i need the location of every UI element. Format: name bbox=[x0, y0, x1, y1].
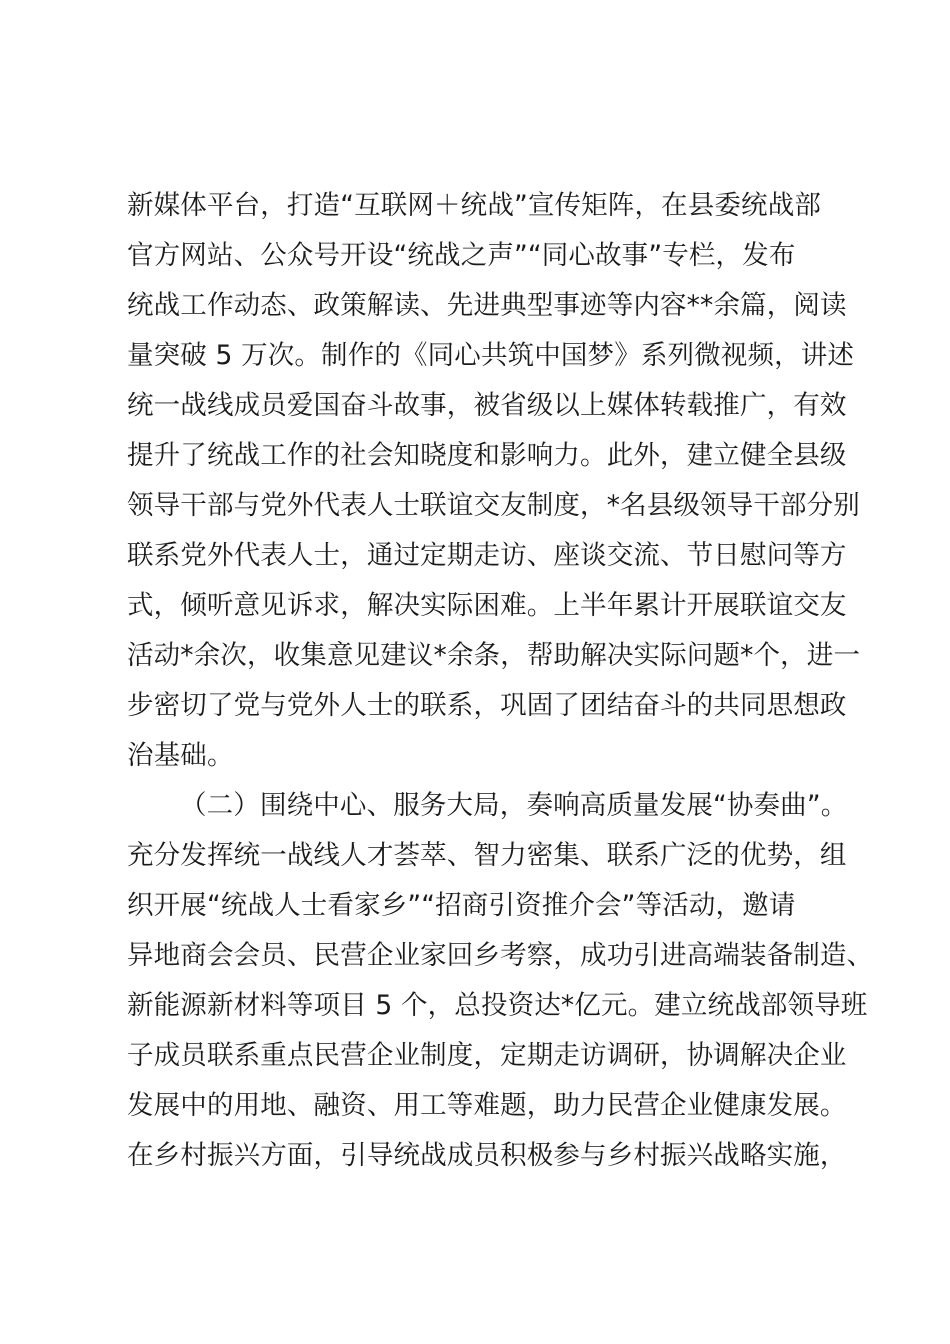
paragraph-line: 活动*余次，收集意见建议*余条，帮助解决实际问题*个，进一 bbox=[127, 640, 861, 671]
paragraph-line: 异地商会会员、民营企业家回乡考察，成功引进高端装备制造、 bbox=[127, 940, 874, 971]
paragraph-line: 治基础。 bbox=[127, 740, 234, 771]
paragraph-line: 官方网站、公众号开设“统战之声”“同心故事”专栏，发布 bbox=[127, 240, 796, 271]
paragraph-line: 新媒体平台，打造“互联网＋统战”宣传矩阵，在县委统战部 bbox=[127, 190, 822, 221]
paragraph-line: 子成员联系重点民营企业制度，定期走访调研，协调解决企业 bbox=[127, 1040, 847, 1071]
paragraph-line: 新能源新材料等项目 5 个，总投资达*亿元。建立统战部领导班 bbox=[127, 990, 868, 1021]
section-heading-line: （二）围绕中心、服务大局，奏响高质量发展“协奏曲”。 bbox=[180, 790, 848, 821]
paragraph-line: 量突破 5 万次。制作的《同心共筑中国梦》系列微视频，讲述 bbox=[127, 340, 855, 371]
paragraph-line: 统战工作动态、政策解读、先进典型事迹等内容**余篇，阅读 bbox=[127, 290, 847, 321]
paragraph-line: 步密切了党与党外人士的联系，巩固了团结奋斗的共同思想政 bbox=[127, 690, 847, 721]
paragraph-line: 式，倾听意见诉求，解决实际困难。上半年累计开展联谊交友 bbox=[127, 590, 847, 621]
paragraph-line: 织开展“统战人士看家乡”“招商引资推介会”等活动，邀请 bbox=[127, 890, 796, 921]
paragraph-line: 领导干部与党外代表人士联谊交友制度，*名县级领导干部分别 bbox=[127, 490, 860, 521]
paragraph-line: 在乡村振兴方面，引导统战成员积极参与乡村振兴战略实施， bbox=[127, 1140, 847, 1171]
paragraph-line: 提升了统战工作的社会知晓度和影响力。此外，建立健全县级 bbox=[127, 440, 847, 471]
paragraph-line: 充分发挥统一战线人才荟萃、智力密集、联系广泛的优势，组 bbox=[127, 840, 847, 871]
paragraph-line: 统一战线成员爱国奋斗故事，被省级以上媒体转载推广，有效 bbox=[127, 390, 847, 421]
paragraph-line: 联系党外代表人士，通过定期走访、座谈交流、节日慰问等方 bbox=[127, 540, 847, 571]
paragraph-line: 发展中的用地、融资、用工等难题，助力民营企业健康发展。 bbox=[127, 1090, 847, 1121]
